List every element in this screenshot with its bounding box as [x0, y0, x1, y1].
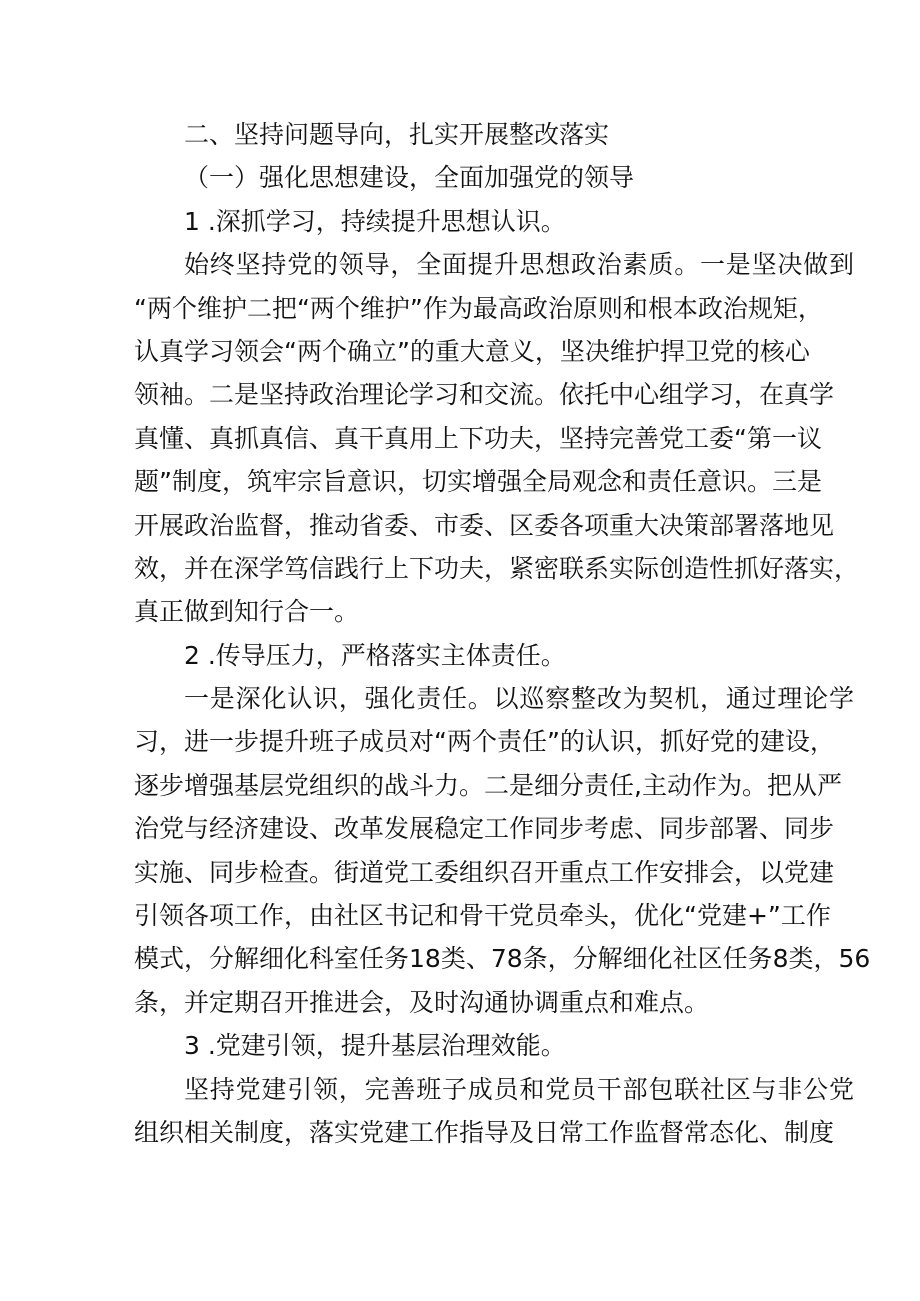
paragraph-line: “两个维护二把“两个维护”作为最高政治原则和根本政治规矩，: [134, 293, 823, 323]
paragraph-line: 模式，分解细化科室任务18类、78条，分解细化社区任务8类，56: [134, 944, 871, 974]
paragraph-line: 真懂、真抓真信、真干真用上下功夫，坚持完善党工委“第一议: [134, 423, 822, 453]
paragraph-line: 实施、同步检查。街道党工委组织召开重点工作安排会，以党建: [134, 857, 835, 887]
paragraph-line: 组织相关制度，落实党建工作指导及日常工作监督常态化、制度: [134, 1117, 835, 1147]
paragraph-line: 逐步增强基层党组织的战斗力。二是细分责任,主动作为。把从严: [134, 770, 842, 800]
paragraph-line: 领袖。二是坚持政治理论学习和交流。依托中心组学习，在真学: [134, 380, 835, 410]
paragraph-line: 开展政治监督，推动省委、市委、区委各项重大决策部署落地见: [134, 510, 835, 540]
item-heading-1: 1 .深抓学习，持续提升思想认识。: [184, 206, 566, 236]
paragraph-line: 坚持党建引领，完善班子成员和党员干部包联社区与非公党: [184, 1074, 854, 1104]
subsection-heading: （一）强化思想建设，全面加强党的领导: [184, 163, 635, 193]
item-heading-3: 3 .党建引领，提升基层治理效能。: [184, 1031, 566, 1061]
paragraph-line: 效，并在深学笃信践行上下功夫，紧密联系实际创造性抓好落实，: [134, 553, 860, 583]
document-body: [134, 113, 871, 1154]
item-heading-2: 2 .传导压力，严格落实主体责任。: [184, 640, 566, 670]
paragraph-line: 治党与经济建设、改革发展稳定工作同步考虑、同步部署、同步: [134, 814, 835, 844]
paragraph-line: 条，并定期召开推进会，及时沟通协调重点和难点。: [134, 987, 710, 1017]
paragraph-line: 引领各项工作，由社区书记和骨干党员牵头，优化“党建+”工作: [134, 901, 831, 931]
paragraph-line: 始终坚持党的领导，全面提升思想政治素质。一是坚决做到: [184, 250, 854, 280]
paragraph-line: 真正做到知行合一。: [134, 597, 360, 627]
section-heading: 二、坚持问题导向，扎实开展整改落实: [184, 120, 610, 149]
paragraph-line: 一是深化认识，强化责任。以巡察整改为契机，通过理论学: [184, 684, 854, 714]
paragraph-line: 题”制度，筑牢宗旨意识，切实增强全局观念和责任意识。三是: [134, 467, 822, 497]
paragraph-line: 习，进一步提升班子成员对“两个责任”的认识，抓好党的建设，: [134, 727, 835, 757]
paragraph-line: 认真学习领会“两个确立”的重大意义，坚决维护捍卫党的核心: [134, 336, 810, 366]
